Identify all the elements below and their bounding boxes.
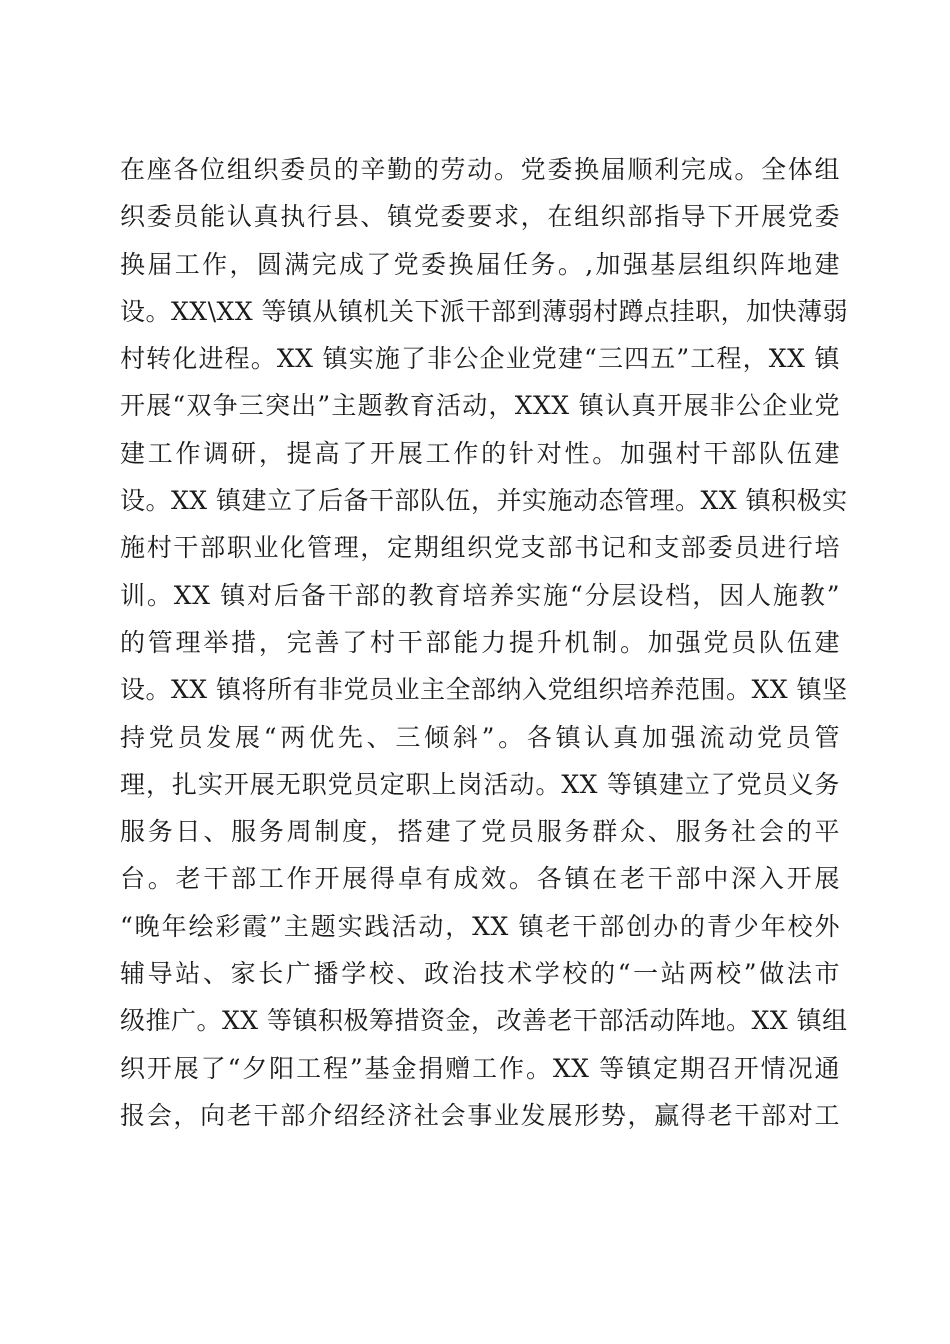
- text-line: 设。XX 镇建立了后备干部队伍，并实施动态管理。XX 镇积极实: [120, 486, 848, 516]
- text-line: 设。XX 镇将所有非党员业主全部纳入党组织培养范围。XX 镇坚: [120, 675, 848, 705]
- text-line: 开展“双争三突出”主题教育活动，XXX 镇认真开展非公企业党: [120, 391, 840, 421]
- text-line: 辅导站、家长广播学校、政治技术学校的“一站两校”做法市: [120, 959, 840, 989]
- text-line: 服务日、服务周制度，搭建了党员服务群众、服务社会的平: [120, 817, 840, 847]
- text-line: 施村干部职业化管理，定期组织党支部书记和支部委员进行培: [120, 533, 840, 563]
- text-line: “晚年绘彩霞”主题实践活动，XX 镇老干部创办的青少年校外: [120, 911, 840, 941]
- text-line: 报会，向老干部介绍经济社会事业发展形势，赢得老干部对工: [120, 1100, 840, 1130]
- text-line: 在座各位组织委员的辛勤的劳动。党委换届顺利完成。全体组: [120, 155, 840, 184]
- text-line: 训。XX 镇对后备干部的教育培养实施“分层设档，因人施教”: [120, 580, 840, 610]
- text-line: 设。XX\XX 等镇从镇机关下派干部到薄弱村蹲点挂职，加快薄弱: [120, 296, 849, 326]
- text-line: 村转化进程。XX 镇实施了非公企业党建“三四五”工程，XX 镇: [120, 344, 840, 374]
- text-line: 织开展了“夕阳工程”基金捐赠工作。XX 等镇定期召开情况通: [120, 1053, 840, 1083]
- text-line: 的管理举措，完善了村干部能力提升机制。加强党员队伍建: [120, 627, 840, 657]
- body-paragraph: [120, 146, 849, 1139]
- text-line: 换届工作，圆满完成了党委换届任务。,加强基层组织阵地建: [120, 249, 840, 279]
- text-line: 织委员能认真执行县、镇党委要求，在组织部指导下开展党委: [120, 202, 840, 232]
- text-line: 持党员发展“两优先、三倾斜”。各镇认真加强流动党员管: [120, 722, 840, 752]
- text-line: 台。老干部工作开展得卓有成效。各镇在老干部中深入开展: [120, 864, 840, 894]
- text-line: 建工作调研，提高了开展工作的针对性。加强村干部队伍建: [120, 438, 840, 468]
- text-line: 理，扎实开展无职党员定职上岗活动。XX 等镇建立了党员义务: [120, 769, 840, 799]
- text-line: 级推广。XX 等镇积极筹措资金，改善老干部活动阵地。XX 镇组: [120, 1006, 848, 1036]
